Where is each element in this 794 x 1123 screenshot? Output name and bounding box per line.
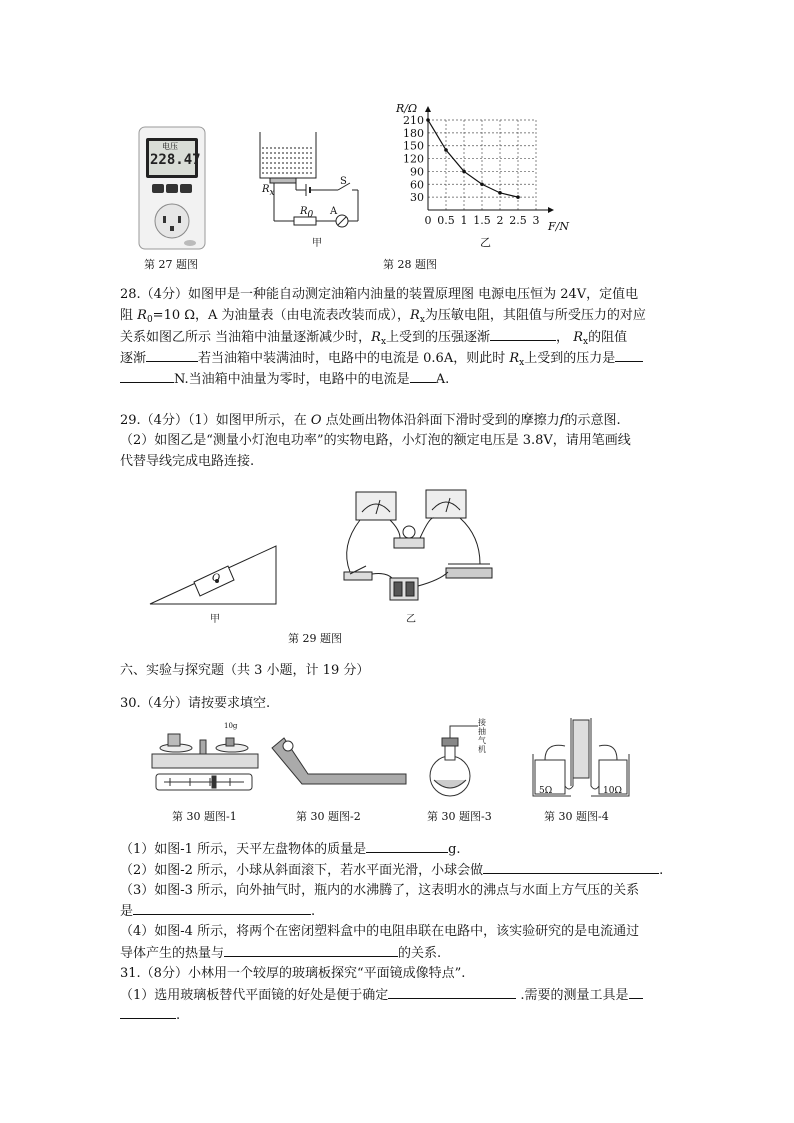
q30-blank-motion[interactable]: [483, 859, 659, 874]
rf-data-point: [444, 148, 448, 152]
fig28-circuit: [240, 126, 368, 250]
q28-line1: 28.（4分）如图甲是一种能自动测定油箱内油量的装置原理图 电源电压恒为 24V，定值电: [120, 287, 639, 302]
x-tick-label: 1.5: [473, 214, 491, 227]
fig28-sublabel-jia: 甲: [312, 238, 322, 249]
label-rx: Rx: [262, 184, 275, 198]
graph-sublabel-yi: 乙: [480, 236, 491, 249]
fig29-incline: [148, 540, 308, 625]
x-tick-label: 2: [496, 214, 504, 227]
pump-label: 接抽气机: [478, 718, 486, 754]
q28-blank-force-b[interactable]: [120, 368, 174, 383]
y-tick-label: 90: [410, 165, 424, 179]
y-tick-label: 120: [403, 152, 424, 166]
q28-line2: 阻 $R_0=10$ Ω，A 为油量表（由电流表改装而成），$R_x$为压敏电阻，其阻值与所受压力的对应: [120, 308, 646, 325]
q28-blank-current[interactable]: [410, 368, 436, 383]
q31-title: 31.（8分）小林用一个较厚的玻璃板探究“平面镜成像特点”.: [120, 966, 466, 981]
q29-line1: 29.（4分）（1）如图甲所示，在 O 点处画出物体沿斜面下滑时受到的摩擦力f的示意图.: [120, 413, 621, 428]
rf-data-point: [498, 191, 502, 195]
q31-line1: （1）选用玻璃板替代平面镜的好处是便于确定 .需要的测量工具是: [120, 984, 643, 1006]
q30-title: 30.（4分）请按要求填空.: [120, 696, 271, 711]
q30-line1: （1）如图-1 所示，天平左盘物体的质量是 g.: [120, 838, 461, 860]
res-5ohm: 5Ω: [539, 786, 553, 796]
q31-line2: .: [120, 1004, 180, 1026]
fig29-caption: 第 29 题图: [288, 632, 342, 645]
q28-line5: N.当油箱中油量为零时，电路中的电流是 A.: [120, 368, 449, 390]
q31-blank-tool-a[interactable]: [629, 984, 643, 999]
res-10ohm: 10Ω: [603, 786, 622, 796]
q30-line2: （2）如图-2 所示，小球从斜面滚下，若水平面光滑，小球会做 .: [120, 859, 663, 881]
rf-data-point: [426, 118, 430, 122]
fig28-graph: [390, 100, 570, 250]
rf-data-point: [516, 195, 520, 199]
q28-line3: 关系如图乙所示 当油箱中油量逐渐减少时，$R_x$上受到的压强逐渐 ， $R_x$的阻值: [120, 326, 627, 353]
fig30-2-ramp: [270, 730, 410, 800]
rf-data-point: [462, 170, 466, 174]
fig30-caption-1: 第 30 题图-1: [172, 810, 237, 823]
section6-heading: 六、实验与探究题（共 3 小题，计 19 分）: [120, 663, 370, 678]
x-axis-arrow: [548, 207, 554, 213]
fig30-caption-2: 第 30 题图-2: [296, 810, 361, 823]
q31-blank-tool-b[interactable]: [120, 1004, 176, 1019]
q29-line3: 代替导线完成电路连接.: [120, 454, 255, 469]
fig30-1-balance: [150, 724, 262, 804]
fig29-sublabel-jia: 甲: [210, 614, 220, 625]
meter-label: 电压: [162, 142, 178, 151]
fig27-caption: 第 27 题图: [144, 258, 198, 271]
q30-line3: （3）如图-3 所示，向外抽气时，瓶内的水沸腾了，这表明水的沸点与水面上方气压的关系: [120, 883, 640, 898]
q30-blank-factor[interactable]: [224, 942, 398, 957]
fig28-caption: 第 28 题图: [383, 258, 437, 271]
x-tick-label: 2.5: [509, 214, 527, 227]
label-o-point: O: [212, 573, 221, 584]
x-tick-label: 3: [532, 214, 540, 227]
y-tick-label: 180: [403, 126, 424, 140]
fig30-caption-3: 第 30 题图-3: [427, 810, 492, 823]
fig27-power-meter: [138, 126, 206, 250]
y-axis-arrow: [425, 106, 431, 112]
q30-blank-relation[interactable]: [133, 900, 311, 915]
y-tick-label: 60: [410, 178, 424, 192]
q31-blank-position[interactable]: [388, 984, 516, 999]
graph-ylabel: R/Ω: [396, 102, 418, 115]
q30-line6: 导体产生的热量与 的关系.: [120, 942, 441, 964]
y-tick-label: 30: [410, 191, 424, 205]
rf-data-point: [480, 182, 484, 186]
y-tick-label: 150: [403, 139, 424, 153]
q29-line2: （2）如图乙是“测量小灯泡电功率”的实物电路，小灯泡的额定电压是 3.8V，请用笔画线: [120, 433, 631, 448]
label-switch-s: S: [340, 176, 347, 187]
x-tick-label: 1: [460, 214, 468, 227]
q28-line4: 逐渐 若当油箱中装满油时，电路中的电流是 0.6A，则此时 $R_x$上受到的压力是: [120, 347, 643, 374]
fig30-4-joule-heating: [525, 716, 645, 806]
label-ammeter-a: A: [330, 206, 338, 217]
meter-display-reading: 228.47: [150, 152, 201, 168]
q30-line5: （4）如图-4 所示，将两个在密闭塑料盒中的电阻串联在电路中，该实验研究的是电流通过: [120, 924, 640, 939]
rf-chart-svg: [390, 100, 570, 250]
x-tick-label: 0.5: [437, 214, 455, 227]
q28-blank-force-a[interactable]: [615, 347, 643, 362]
q30-blank-mass[interactable]: [366, 838, 448, 853]
fig29-sublabel-yi: 乙: [406, 614, 416, 625]
q28-blank-resistance[interactable]: [146, 347, 198, 362]
q30-line4: 是 .: [120, 900, 315, 922]
label-r0: R0: [300, 206, 314, 220]
graph-xlabel: F/N: [548, 220, 569, 233]
fig30-caption-4: 第 30 题图-4: [544, 810, 609, 823]
x-tick-label: 0: [424, 214, 432, 227]
fig29-apparatus: [330, 486, 500, 625]
fig30-3-flask: [420, 718, 510, 802]
weight-label: 10g: [224, 722, 238, 730]
y-tick-label: 210: [403, 114, 424, 127]
q28-blank-pressure[interactable]: [490, 326, 556, 341]
